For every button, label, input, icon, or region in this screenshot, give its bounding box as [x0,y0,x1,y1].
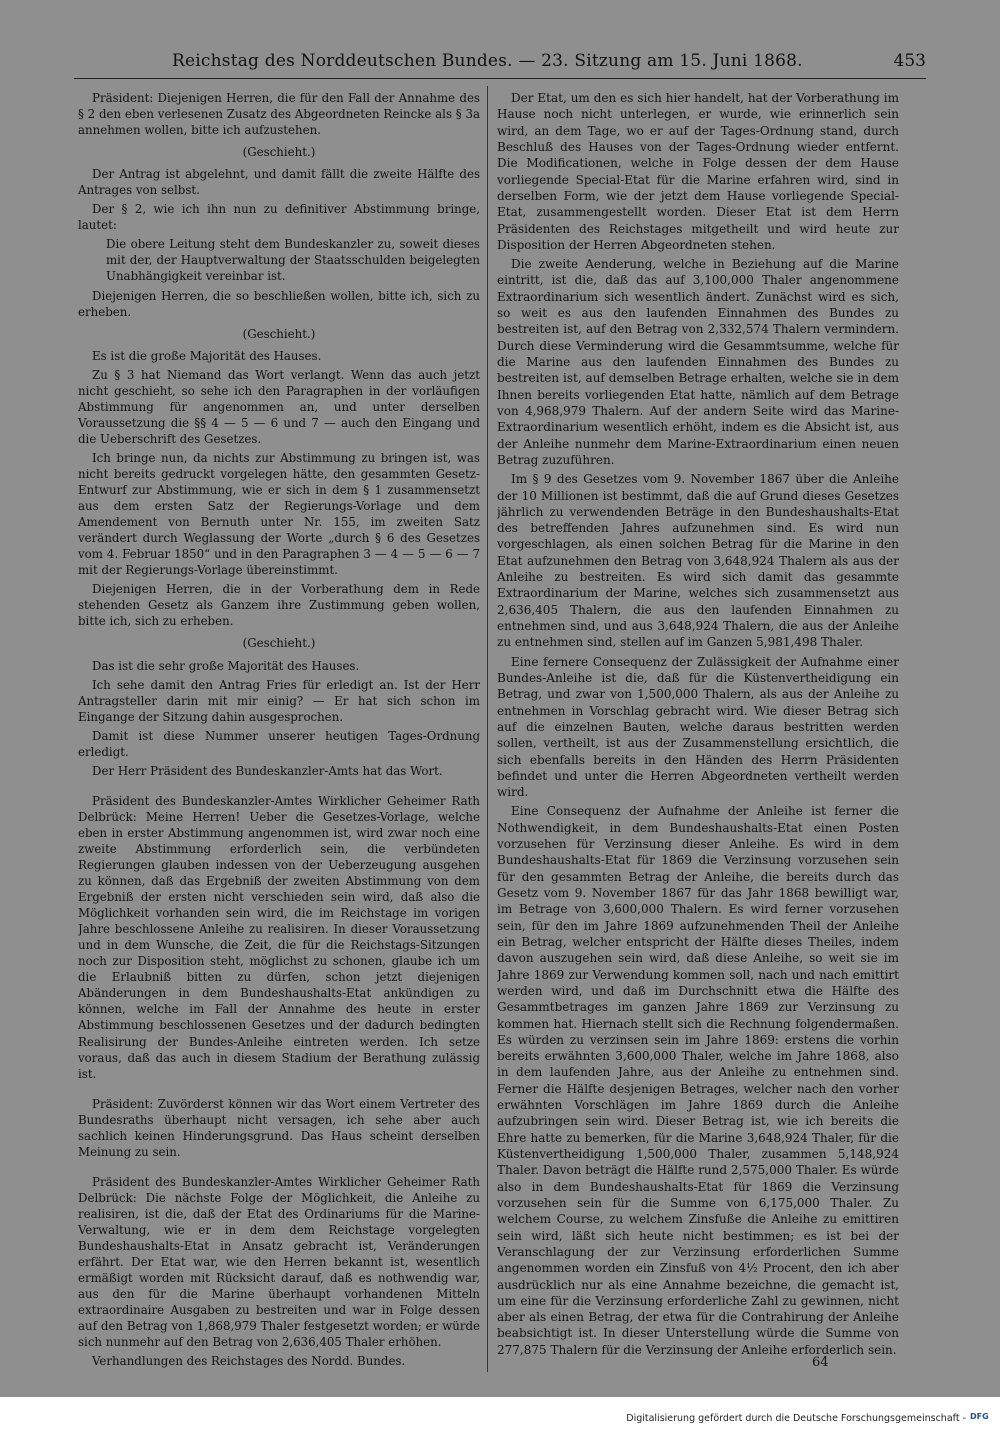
paragraph: Die zweite Aenderung, welche in Beziehung auf die Marine eintritt, ist die, daß das auf 3,100,000 Thaler angenommene Extraordinarium sich wesentlich ändert. Zunächst wird es sich, so weit es aus den laufenden Einnahmen des Bundes zu bestreiten ist, auf den Betrag von 2,332,574 Thalern vermindern. Durch diese Verminderung wird die Gesammtsumme, welche für die Marine aus den laufenden Einnahmen des Bundes zu bestreiten ist, auf demselben Betrage erhalten, welche sie in dem Ihnen bereits vorliegenden Etat hatte, nämlich auf dem Betrage von 4,968,979 Thalern. Auf der andern Seite wird das Marine-Extraordinarium wesentlich erhöht, indem es die Absicht ist, aus der Anleihe nunmehr dem Marine-Extraordinarium einen neuen Betrag zuzuführen. [497,257,899,467]
running-title: Reichstag des Norddeutschen Bundes. — 23. Sitzung am 15. Juni 1868. [172,51,803,71]
header-rule [74,78,926,79]
speech-paragraph: Präsident: Zuvörderst können wir das Wort einem Vertreter des Bundesraths überhaupt nicht versagen, ich sehe aber auch sachlich keinen Hinderungsgrund. Das Haus scheint derselben Meinung zu sein. [78,1096,480,1159]
stage-direction: (Geschieht.) [242,326,316,341]
paragraph: Der § 2, wie ich ihn nun zu definitiver Abstimmung bringe, lautet: [78,202,480,233]
stage-direction: (Geschieht.) [242,636,316,651]
quoted-text: Die obere Leitung steht dem Bundeskanzler zu, soweit dieses mit der, der Hauptverwaltung der Staatsschulden beigelegten Unabhängigkeit vereinbar ist. [106,237,480,284]
paragraph: Damit ist diese Nummer unserer heutigen Tages-Ordnung erledigt. [78,728,480,759]
signature-mark: 64 [812,1355,829,1370]
paragraph: Zu § 3 hat Niemand das Wort verlangt. Wenn das auch jetzt nicht geschieht, so sehe ich den Paragraphen in der vorläufigen Abstimmung für angenommen an, und unter derselben Voraussetzung die §§ 4 — 5 — 6 und 7 — auch den Eingang und die Ueberschrift des Gesetzes. [78,367,480,446]
paragraph: Ich bringe nun, da nichts zur Abstimmung zu bringen ist, was nicht bereits gedruckt vorgelegen hätte, den gesammten Gesetz-Entwurf zur Abstimmung, wie er sich in dem § 1 zusammensetzt aus dem ersten Satz der Regierungs-Vorlage und dem Amendement von Bernuth unter Nr. 155, im zweiten Satz verändert durch Weglassung der Worte „durch § 6 des Gesetzes vom 4. Februar 1850“ und in den Paragraphen 3 — 4 — 5 — 6 — 7 mit der Regierungs-Vorlage übereinstimmt. [78,450,480,578]
paragraph: Eine fernere Consequenz der Zulässigkeit der Aufnahme einer Bundes-Anleihe ist die, daß für die Küstenvertheidigung ein Betrag, und zwar von 1,500,000 Thalern, als aus der Anleihe zu entnehmen in Vorschlag gebracht wird. Wie dieser Betrag sich auf die einzelnen Bauten, welche daraus bestritten werden sollen, vertheilt, ist aus der Zusammenstellung ersichtlich, die sich ebenfalls bereits in den Händen des Herrn Präsidenten befindet und unter die Herren Abgeordneten vertheilt werden wird. [497,654,899,800]
footer-credit: Digitalisierung gefördert durch die Deutsche Forschungsgemeinschaft - [626,1413,966,1424]
page-header [0,0,1000,84]
digitization-footer [0,1397,1000,1432]
speech-paragraph: Präsident des Bundeskanzler-Amtes Wirklicher Geheimer Rath Delbrück: Meine Herren! Ueber die Gesetzes-Vorlage, welche eben in erster Abstimmung angenommen ist, wird zwar noch eine zweite Abstimmung erforderlich sein, die verbündeten Regierungen glauben indessen von der Ueberzeugung ausgehen zu können, daß das Ergebniß der zweiten Abstimmung von dem Ergebniß der ersten nicht verschieden sein wird, daß also die Möglichkeit vorhanden sein wird, die im Reichstage im vorigen Jahre beschlossene Anleihe zu realisiren. In dieser Voraussetzung und in dem Wunsche, die Zeit, die für die Reichstags-Sitzungen noch zur Disposition steht, möglichst zu schonen, glaube ich um die Erlaubniß bitten zu dürfen, schon jetzt diejenigen Abänderungen in dem Bundeshaushalts-Etat ankündigen zu können, welche im Fall der Annahme des heute in erster Abstimmung beschlossenen Gesetzes und der dadurch bedingten Realisirung der Bundes-Anleihe eintreten werden. Ich setze voraus, daß das auch in diesem Stadium der Berathung zulässig ist. [78,793,480,1081]
paragraph: Diejenigen Herren, die so beschließen wollen, bitte ich, sich zu erheben. [78,288,480,319]
paragraph: Im § 9 des Gesetzes vom 9. November 1867 über die Anleihe der 10 Millionen ist bestimmt, daß die auf Grund dieses Gesetzes jährlich zu verwendenden Beträge in den Bundeshaushalts-Etat des betreffenden Jahres aufzunehmen sind. Es wird nun vorgeschlagen, als einen solchen Betrag für die Marine in den Etat aufzunehmen den Betrag von 3,648,924 Thalern als aus der Anleihe zu bestreiten. Es wird sich damit das gesammte Extraordinarium der Marine, welches sich zusammensetzt aus 2,636,405 Thalern, die aus den laufenden Einnahmen zu entnehmen sind, und aus 3,648,924 Thalern, die aus der Anleihe zu entnehmen sind, stellen auf im Ganzen 5,981,498 Thaler. [497,472,899,650]
dfg-logo-icon: DFG [970,1412,989,1421]
stage-direction: (Geschieht.) [242,145,316,160]
right-column [497,90,899,1380]
paragraph: Eine Consequenz der Aufnahme der Anleihe ist ferner die Nothwendigkeit, in dem Bundeshaushalts-Etat einen Posten vorzusehen für Verzinsung dieser Anleihe. Es wird in dem Bundeshaushalts-Etat für 1869 die Verzinsung vorzusehen sein für den gesammten Betrag der Anleihe, die bereits durch das Gesetz vom 9. November 1867 für das Jahr 1868 bewilligt war, im Betrage von 3,600,000 Thalern. Es wird ferner vorzusehen sein, für den im Jahre 1869 aufzunehmenden Theil der Anleihe ein Betrag, welcher entspricht der Hälfte dieses Theiles, indem davon auszugehen sein wird, daß diese Anleihe, so weit sie im Jahre 1869 zur Verwendung kommen soll, nach und nach emittirt werden wird, und daß im Durchschnitt etwa die Hälfte des Gesammtbetrages im ganzen Jahre 1869 zur Verzinsung zu kommen hat. Hiernach stellt sich die Rechnung folgendermaßen. Es würden zu verzinsen sein im Jahre 1869: erstens die vorhin bereits erwähnten 3,600,000 Thaler, welche im Jahre 1868, also in dem laufenden Jahre, aus der Anleihe zu entnehmen sind. Ferner die Hälfte desjenigen Betrages, welcher nach den vorher erwähnten Vorschlägen im Jahre 1869 durch die Anleihe aufzubringen sein wird. Dieser Betrag ist, wie ich bereits die Ehre hatte zu bemerken, für die Marine 3,648,924 Thaler, für die Küstenvertheidigung 1,500,000 Thaler, zusammen 5,148,924 Thaler. Davon beträgt die Hälfte rund 2,575,000 Thaler. Es würde also in dem Bundeshaushalts-Etat für 1869 die Verzinsung vorzusehen sein für die Summe von 6,175,000 Thaler. Zu welchem Course, zu welchem Zinsfuße die Anleihe zu emittiren sein wird, läßt sich heute nicht bestimmen; es ist bei der Veranschlagung der zur Verzinsung erforderlichen Summe angenommen worden ein Zinsfuß von 4½ Procent, den ich aber ausdrücklich nur als eine Annahme bezeichne, die gemacht ist, um eine für die Verzinsung erforderliche Zahl zu gewinnen, nicht aber als einen Betrag, der etwa für die Contrahirung der Anleihe beabsichtigt ist. In dieser Unterstellung würde die Summe von 277,875 Thalern für die Verzinsung der Anleihe erforderlich sein. [497,804,899,1357]
page-number: 453 [893,51,926,71]
paragraph: Der Etat, um den es sich hier handelt, hat der Vorberathung im Hause noch nicht unterlegen, er wurde, wie erinnerlich sein wird, an dem Tage, wo er auf der Tages-Ordnung stand, durch Beschluß des Hauses von der Tages-Ordnung wieder entfernt. Die Modificationen, welche in Folge dessen der dem Hause vorliegende Special-Etat für die Marine erfahren wird, sind in derselben Form, wie der jetzt dem Hause vorliegende Special-Etat, zusammengestellt worden. Dieser Etat ist dem Herrn Präsidenten des Reichstages mitgetheilt und wird heute zur Disposition der Herren Abgeordneten stehen. [497,91,899,252]
paragraph: Es ist die große Majorität des Hauses. [92,348,322,363]
column-divider [487,86,488,1372]
paragraph: Der Herr Präsident des Bundeskanzler-Amts hat das Wort. [92,763,443,778]
left-column [78,90,480,1380]
speech-paragraph: Präsident des Bundeskanzler-Amtes Wirklicher Geheimer Rath Delbrück: Die nächste Folge der Möglichkeit, die Anleihe zu realisiren, ist die, daß der Etat des Ordinariums für die Marine-Verwaltung, wie er in dem dem Reichstage vorgelegten Bundeshaushalts-Etat in Ansatz gebracht ist, Veränderungen erfährt. Der Etat war, wie den Herren bekannt ist, wesentlich ermäßigt worden mit Rücksicht darauf, daß es nothwendig war, aus den für die Marine überhaupt vorhandenen Mitteln extraordinaire Ausgaben zu bestreiten und war in Folge dessen auf den Betrag von 1,868,979 Thaler festgesetzt worden; er würde sich nunmehr auf den Betrag von 2,636,405 Thaler erhöhen. [78,1174,480,1350]
publication-footer: Verhandlungen des Reichstages des Nordd. Bundes. [92,1354,406,1369]
paragraph: Ich sehe damit den Antrag Fries für erledigt an. Ist der Herr Antragsteller darin mit mir einig? — Er hat sich schon im Eingange der Sitzung dahin ausgesprochen. [78,677,480,724]
paragraph: Das ist die sehr große Majorität des Hauses. [92,658,360,673]
paragraph: Präsident: Diejenigen Herren, die für den Fall der Annahme des § 2 den eben verlesenen Zusatz des Abgeordneten Reincke als § 3a annehmen wollen, bitte ich aufzustehen. [78,91,480,138]
paragraph: Der Antrag ist abgelehnt, und damit fällt die zweite Hälfte des Antrages von selbst. [78,167,480,198]
paragraph: Diejenigen Herren, die in der Vorberathung dem in Rede stehenden Gesetz als Ganzem ihre Zustimmung geben wollen, bitte ich, sich zu erheben. [78,582,480,629]
